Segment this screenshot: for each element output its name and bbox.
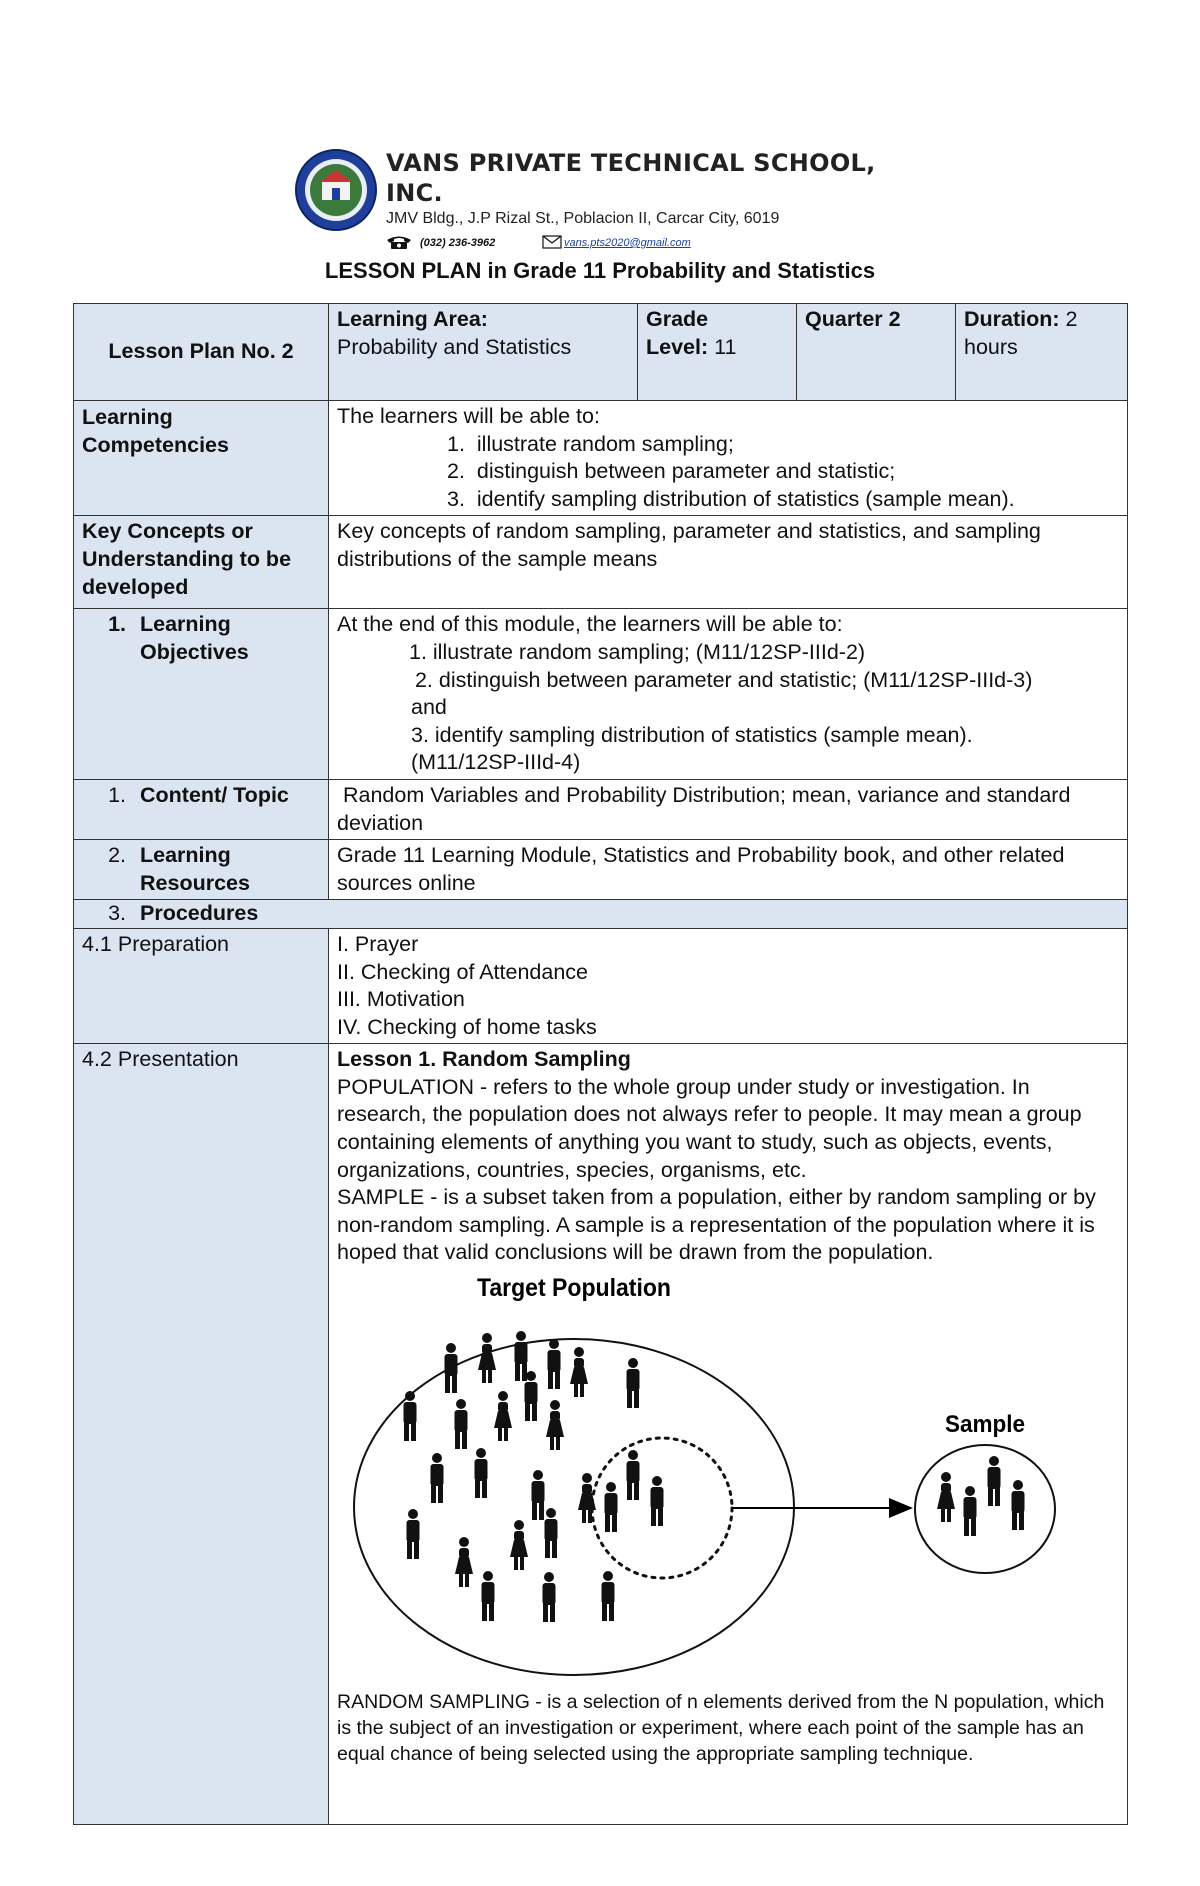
- resources-label: Learning Resources: [140, 843, 250, 895]
- duration-cell: [956, 304, 1128, 401]
- phone-number: (032) 236-3962: [420, 237, 496, 249]
- competency-text: identify sampling distribution of statistics (sample mean).: [476, 486, 1015, 511]
- grade-level-cell: [638, 304, 797, 401]
- person-icon: [988, 1456, 1001, 1506]
- person-icon: [546, 1400, 564, 1450]
- person-icon: [515, 1331, 528, 1381]
- competency-item: [337, 431, 1119, 459]
- population-definition: POPULATION - refers to the whole group under study or investigation. In research, the population does not always refer to people. It may mean a group containing elements of anything you want to study, such as objects, events, organizations, countries, species, organisms, etc.: [337, 1074, 1082, 1182]
- procedures-heading-cell: [74, 900, 1128, 929]
- person-icon: [937, 1472, 955, 1522]
- lesson-plan-table: [73, 303, 1128, 1825]
- person-icon: [627, 1450, 640, 1500]
- competency-number: 3.: [447, 486, 465, 511]
- mail-icon: [542, 235, 562, 249]
- competency-number: 2.: [447, 459, 465, 484]
- resources-label-cell: [74, 840, 329, 900]
- level-label: Level:: [646, 334, 709, 359]
- key-concepts-label: Key Concepts or Understanding to be developed: [74, 516, 329, 609]
- sample-ellipse: [915, 1445, 1055, 1573]
- random-sampling-diagram: [337, 1269, 1107, 1689]
- competencies-content: [329, 401, 1128, 516]
- procedures-number: 3.: [108, 901, 126, 926]
- person-icon: [578, 1473, 596, 1523]
- learning-area-cell: [329, 304, 638, 401]
- lesson-plan-no: Lesson Plan No. 2: [74, 304, 329, 401]
- sample-people: [937, 1456, 1025, 1536]
- person-icon: [532, 1470, 545, 1520]
- learning-area-value: Probability and Statistics: [337, 334, 572, 359]
- presentation-content: [329, 1044, 1128, 1825]
- preparation-content: [329, 928, 1128, 1043]
- person-icon: [494, 1391, 512, 1441]
- header-row: [74, 304, 1128, 401]
- objective-item-cont: and: [411, 695, 447, 720]
- person-icon: [602, 1571, 615, 1621]
- person-icon: [627, 1358, 640, 1408]
- key-concepts-row: [74, 516, 1128, 609]
- lesson-title: Lesson 1. Random Sampling: [337, 1047, 631, 1072]
- objectives-label: Learning Objectives: [140, 612, 249, 664]
- competencies-intro: The learners will be able to:: [337, 404, 600, 428]
- person-icon: [1012, 1480, 1025, 1530]
- sample-definition: SAMPLE - is a subset taken from a population, either by random sampling or by non-random sampling. A sample is a representation of the population where it is hoped that valid conclusions will be drawn from the population.: [337, 1185, 1096, 1265]
- person-icon: [545, 1508, 558, 1558]
- duration-label: Duration:: [964, 307, 1060, 331]
- preparation-item: III. Motivation: [337, 987, 465, 1012]
- school-address: JMV Bldg., J.P Rizal St., Poblacion II, Carcar City, 6019: [386, 210, 780, 227]
- learning-area-label: Learning Area:: [337, 307, 488, 331]
- person-icon: [510, 1520, 528, 1570]
- document-title: LESSON PLAN in Grade 11 Probability and Statistics: [324, 258, 876, 283]
- content-number: 1.: [108, 782, 126, 807]
- competency-number: 1.: [447, 431, 465, 456]
- target-population-label: Target Population: [477, 1274, 671, 1303]
- preparation-row: [74, 928, 1128, 1043]
- person-icon: [455, 1537, 473, 1587]
- objectives-content: [329, 609, 1128, 780]
- random-sampling-definition: RANDOM SAMPLING - is a selection of n elements derived from the N population, which is the subject of an investigation or experiment, where each point of the sample has an equal chance of being selected using the appropriate sampling technique.: [337, 1691, 1105, 1766]
- objective-item: 1. illustrate random sampling; (M11/12SP-IIId-2): [409, 639, 866, 664]
- resources-number: 2.: [108, 843, 126, 868]
- person-icon: [651, 1476, 664, 1526]
- competencies-row: [74, 401, 1128, 516]
- person-icon: [475, 1448, 488, 1498]
- preparation-label: 4.1 Preparation: [74, 928, 329, 1043]
- objective-item: 2. distinguish between parameter and statistic; (M11/12SP-IIId-3): [409, 667, 1033, 692]
- content-label-cell: [74, 779, 329, 839]
- letterhead: [294, 148, 914, 249]
- contact-line: [386, 233, 926, 251]
- grade-label: Grade: [646, 307, 709, 331]
- person-icon: [407, 1509, 420, 1559]
- phone-icon: [386, 235, 412, 249]
- competency-text: illustrate random sampling;: [476, 431, 734, 456]
- content-row: [74, 779, 1128, 839]
- key-concepts-text: Key concepts of random sampling, parameter and statistics, and sampling distributions of the sample means: [329, 516, 1128, 609]
- competency-text: distinguish between parameter and statistic;: [476, 459, 896, 484]
- preparation-item: IV. Checking of home tasks: [337, 1014, 597, 1039]
- competency-item: [337, 486, 1119, 514]
- resources-row: [74, 840, 1128, 900]
- presentation-label: 4.2 Presentation: [74, 1044, 329, 1825]
- duration-value: 2 hours: [964, 307, 1078, 359]
- person-icon: [482, 1571, 495, 1621]
- content-label: Content/ Topic: [140, 782, 289, 807]
- objectives-label-cell: [74, 609, 329, 780]
- sample-label: Sample: [945, 1411, 1025, 1439]
- objectives-row: [74, 609, 1128, 780]
- person-icon: [548, 1339, 561, 1389]
- objectives-intro: At the end of this module, the learners will be able to:: [337, 612, 843, 637]
- level-value: 11: [708, 334, 737, 359]
- person-icon: [570, 1347, 588, 1397]
- objective-item-cont: (M11/12SP-IIId-4): [411, 750, 581, 775]
- resources-text: Grade 11 Learning Module, Statistics and Probability book, and other related sources online: [329, 840, 1128, 900]
- person-icon: [605, 1482, 618, 1532]
- presentation-row: [74, 1044, 1128, 1825]
- competency-item: [337, 458, 1119, 486]
- procedures-label: Procedures: [140, 901, 259, 926]
- competencies-label: Learning Competencies: [74, 401, 329, 516]
- preparation-item: I. Prayer: [337, 931, 419, 956]
- preparation-item: II. Checking of Attendance: [337, 959, 588, 984]
- objectives-number: 1.: [108, 612, 126, 637]
- person-icon: [478, 1333, 496, 1383]
- email-link[interactable]: vans.pts2020@gmail.com: [564, 237, 691, 249]
- person-icon: [431, 1453, 444, 1503]
- person-icon: [543, 1572, 556, 1622]
- person-icon: [455, 1399, 468, 1449]
- quarter-cell: Quarter 2: [797, 304, 956, 401]
- selected-people: [578, 1450, 664, 1532]
- school-name: VANS PRIVATE TECHNICAL SCHOOL, INC.: [386, 149, 876, 207]
- person-icon: [445, 1343, 458, 1393]
- objective-item: 3. identify sampling distribution of statistics (sample mean).: [411, 722, 973, 747]
- diagram-svg: [337, 1269, 1107, 1689]
- school-seal-icon: [294, 148, 378, 232]
- procedures-row: [74, 900, 1128, 929]
- content-text: Random Variables and Probability Distribution; mean, variance and standard deviation: [329, 779, 1128, 839]
- person-icon: [964, 1486, 977, 1536]
